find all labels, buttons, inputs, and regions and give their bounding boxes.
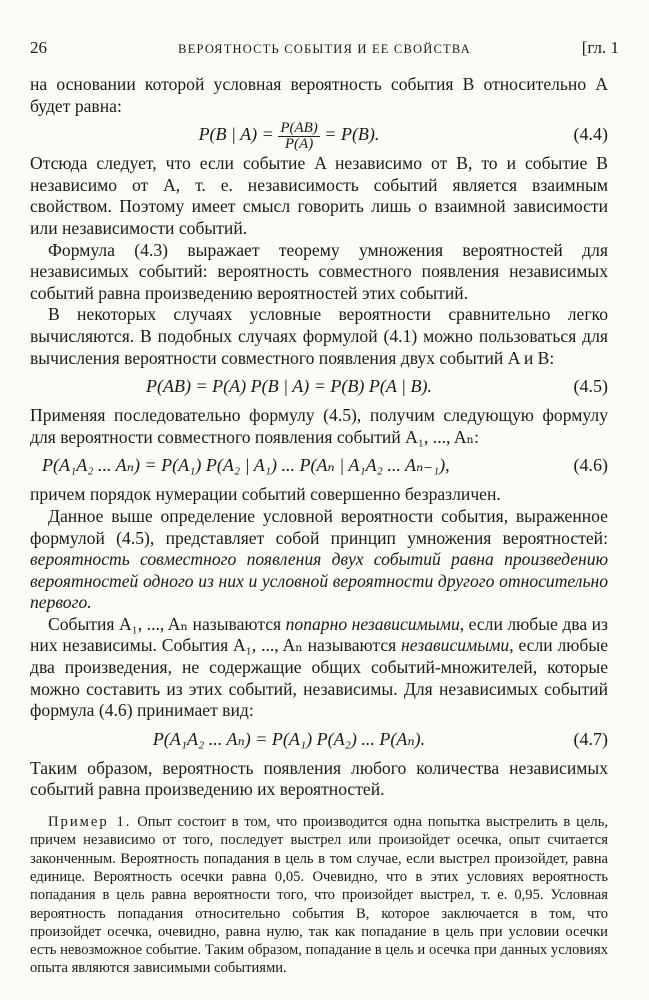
fraction-denominator: P(A)	[284, 135, 314, 152]
term-independent: независимыми	[401, 635, 510, 656]
fraction-numerator: P(AB)	[280, 119, 318, 136]
running-title: ВЕРОЯТНОСТЬ СОБЫТИЯ И ЕЕ СВОЙСТВА	[178, 42, 471, 56]
paragraph: Отсюда следует, что если событие A независимо от B, то и событие B независимо от A, т. е. независимость событий является взаимным свойством. Поэтому имеет смысл говорить лишь о взаимной зависимости или независимости событий.	[30, 153, 608, 238]
equation-expression: P(A₁A₂ ... Aₙ) = P(A₁) P(A₂ | A₁) ... P(Aₙ | A₁A₂ ... Aₙ₋₁),	[42, 455, 450, 476]
equation-rhs: = P(B).	[319, 124, 380, 145]
equation-number: (4.4)	[573, 124, 608, 145]
paragraph-text: , если любые два из них независимы. События A₁, ..., Aₙ называются	[30, 613, 608, 656]
example-text: Опыт состоит в том, что производится одна попытка выстрелить в цель, причем независимо от того, последует выстрел или произойдет осечка, опыт считается законченным. Вероятность попадания в цель в том случае, если выстрел произойдет, равна единице. Вероятность осечки равна 0,05. Очевидно, что в этих условиях вероятность попадания в цель равна вероятности того, что произойдет выстрел, т. е. 0,95. Условная вероятность попадания относительно события B, которое заключается в том, что произойдет осечка, очевидно, равна нулю, так как попадание в цель при условии осечки есть невозможное событие. Таким образом, попадание в цель и осечка при данных условиях опыта являются зависимыми событиями.	[30, 814, 608, 977]
paragraph-text: , если любые два произведения, не содержащие общих событий-множителей, которые можно составить из этих событий, независимы. Для независимых событий формула (4.6) принимает вид:	[30, 635, 608, 721]
example-block	[30, 813, 608, 978]
paragraph: Применяя последовательно формулу (4.5), получим следующую формулу для вероятности совместного появления событий A₁, ..., Aₙ:	[30, 405, 608, 447]
paragraph: В некоторых случаях условные вероятности сравнительно легко вычисляются. В подобных случаях формулой (4.1) можно пользоваться для вычисления вероятности совместного появления двух событий A и B:	[30, 304, 608, 368]
paragraph-text: Данное выше определение условной вероятности события, выраженное формулой (4.5), представляет собой принцип умножения вероятностей:	[30, 505, 608, 548]
equation-number: (4.7)	[573, 728, 608, 749]
equation-4-4	[30, 119, 608, 152]
multiplication-principle: вероятность совместного появления двух событий равна произведению вероятностей одного из них и условной вероятности другого относительно первого.	[30, 549, 608, 613]
paragraph	[30, 614, 608, 722]
fraction	[278, 121, 319, 152]
example-label: Пример 1.	[48, 814, 132, 831]
equation-4-6	[30, 450, 608, 480]
paragraph	[30, 506, 608, 614]
equation-number: (4.5)	[573, 376, 608, 397]
chapter-label: [гл. 1	[581, 38, 619, 57]
paragraph: Формула (4.3) выражает теорему умножения вероятностей для независимых событий: вероятность совместного появления независимых событий равна произведению вероятностей этих событий.	[30, 239, 608, 303]
equation-expression: P(AB) = P(A) P(B | A) = P(B) P(A | B).	[146, 376, 432, 397]
paragraph: на основании которой условная вероятность события B относительно A будет равна:	[30, 74, 608, 116]
page-header	[30, 38, 619, 60]
paragraph-text: События A₁, ..., Aₙ называются	[48, 613, 282, 634]
equation-lhs: P(B | A) =	[198, 124, 279, 145]
term-pairwise-independent: попарно независимыми	[285, 613, 460, 634]
page-number: 26	[30, 38, 47, 57]
equation-4-5	[30, 371, 608, 401]
paragraph: Таким образом, вероятность появления любого количества независимых событий равна произведению их вероятностей.	[30, 757, 608, 800]
equation-4-7	[30, 724, 608, 754]
equation-expression: P(A₁A₂ ... Aₙ) = P(A₁) P(A₂) ... P(Aₙ).	[152, 728, 426, 749]
paragraph: причем порядок нумерации событий совершенно безразличен.	[30, 484, 501, 505]
page-body	[30, 74, 608, 978]
equation-expression	[30, 119, 548, 151]
equation-number: (4.6)	[573, 455, 608, 476]
